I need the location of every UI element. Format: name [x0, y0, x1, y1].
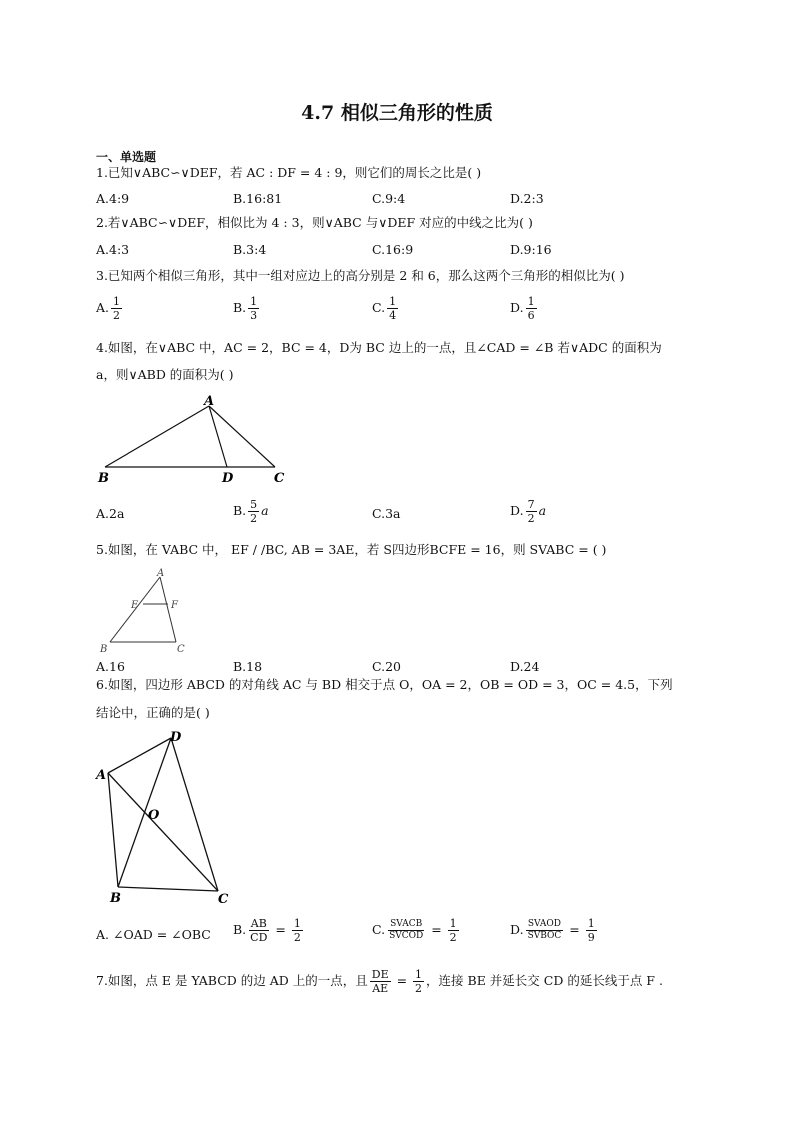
q1-option-a: A.4:9	[96, 191, 130, 206]
q5-label-f: F	[171, 600, 178, 611]
q5-triangle-figure	[96, 565, 196, 657]
question-7-text: 7.如图，点 E 是 YABCD 的边 AD 上的一点，且 $\frac{DE}{AE}$ = $\frac{1}{2}$ ，连接 BE 并延长交 CD 的延长线于点 F .	[96, 968, 663, 995]
q6-option-a: A. ∠OAD = ∠OBC	[96, 927, 211, 942]
q4-triangle-figure	[96, 393, 296, 485]
q6-label-o: O	[148, 808, 160, 823]
q4-option-c: C.3a	[372, 506, 401, 521]
question-1-text: 1.已知∨ABC∽∨DEF，若 AC : DF = 4 : 9，则它们的周长之比是( )	[96, 165, 482, 180]
section-heading: 一、单选题	[96, 150, 157, 164]
q4-side-ab	[105, 406, 209, 467]
q1-option-c: C.9:4	[372, 191, 406, 206]
q4-label-a: A	[204, 394, 215, 409]
q2-option-b: B.3:4	[233, 242, 267, 257]
q6-side-bc	[118, 887, 218, 891]
question-6-line-1: 6.如图，四边形 ABCD 的对角线 AC 与 BD 相交于点 O，OA = 2，OB = OD = 3，OC = 4.5，下列	[96, 677, 673, 692]
q5-label-a: A	[157, 568, 165, 579]
q6-side-ad	[108, 738, 171, 773]
question-5-text: 5.如图，在 VABC 中， EF / /BC, AB = 3AE，若 S四边形BCFE = 16，则 SVABC = ( )	[96, 542, 607, 557]
q4-segment-ad	[209, 406, 227, 467]
q6-option-d: D. $\frac{\text{SVAOD}}{\text{SVBOC}}$ = $\frac{1}{9}$	[510, 917, 595, 944]
q2-option-a: A.4:3	[96, 242, 130, 257]
question-3-text: 3.已知两个相似三角形，其中一组对应边上的高分别是 2 和 6，那么这两个三角形的相似比为( )	[96, 268, 625, 283]
page-title: 4.7 相似三角形的性质	[301, 102, 493, 124]
q3-option-d: D. $\frac{1}{6}$	[510, 295, 535, 322]
q4-label-c: C	[274, 471, 285, 485]
q6-diagonal-bd	[118, 738, 171, 887]
q6-label-d: D	[170, 730, 182, 745]
q6-quadrilateral-figure	[90, 726, 240, 908]
q2-option-c: C.16:9	[372, 242, 414, 257]
q6-option-b: B. $\frac{AB}{CD}$ = $\frac{1}{2}$	[233, 917, 301, 944]
q6-diagonal-ac	[108, 773, 218, 891]
q3-option-b: B. $\frac{1}{3}$	[233, 295, 258, 322]
q4-option-b: B. $\frac{5}{2}$ a	[233, 498, 269, 525]
q5-option-a: A.16	[96, 659, 125, 674]
q6-side-dc	[171, 738, 218, 891]
q5-label-e: E	[131, 600, 139, 611]
q3-option-c: C. $\frac{1}{4}$	[372, 295, 397, 322]
q4-option-a: A.2a	[96, 506, 125, 521]
q4-option-d: D. $\frac{7}{2}$ a	[510, 498, 547, 525]
question-4-line-1: 4.如图，在∨ABC 中，AC = 2，BC = 4，D为 BC 边上的一点，且∠CAD = ∠B 若∨ADC 的面积为	[96, 340, 662, 355]
q4-side-ac	[209, 406, 275, 467]
q1-option-b: B.16:81	[233, 191, 283, 206]
q5-option-b: B.18	[233, 659, 263, 674]
q5-label-b: B	[100, 644, 108, 655]
q4-label-b: B	[98, 471, 109, 485]
q2-option-d: D.9:16	[510, 242, 552, 257]
q6-label-c: C	[218, 892, 229, 907]
q4-label-d: D	[222, 471, 234, 485]
q6-label-b: B	[110, 891, 121, 906]
q3-option-a: A. $\frac{1}{2}$	[96, 295, 121, 322]
q6-option-c: C. $\frac{\text{SVACB}}{\text{SVCOD}}$ = $\frac{1}{2}$	[372, 917, 457, 944]
q1-option-d: D.2:3	[510, 191, 544, 206]
question-6-line-2: 结论中，正确的是( )	[96, 705, 210, 720]
q6-side-ab	[108, 773, 118, 887]
q6-label-a: A	[96, 768, 107, 783]
question-4-line-2: a，则∨ABD 的面积为( )	[96, 367, 234, 382]
q5-option-c: C.20	[372, 659, 401, 674]
q5-label-c: C	[177, 644, 185, 655]
q5-option-d: D.24	[510, 659, 540, 674]
question-2-text: 2.若∨ABC∽∨DEF，相似比为 4 : 3，则∨ABC 与∨DEF 对应的中线之比为( )	[96, 215, 533, 230]
